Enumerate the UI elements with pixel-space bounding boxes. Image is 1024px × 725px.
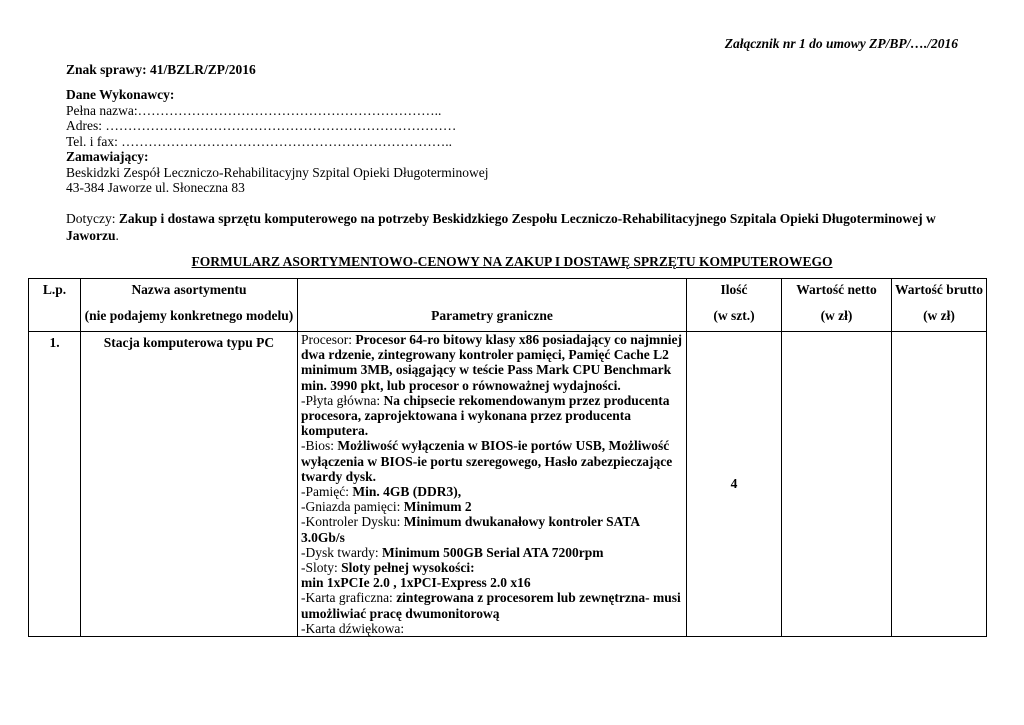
parameter-line xyxy=(301,347,682,362)
row-lp: 1. xyxy=(29,332,81,637)
annex-reference: Załącznik nr 1 do umowy ZP/BP/…./2016 xyxy=(724,36,958,51)
header-qty-label: Ilość xyxy=(720,282,748,297)
parameter-label: -Pamięć: xyxy=(301,484,353,500)
orderer-heading: Zamawiający: xyxy=(66,149,149,164)
parties-block xyxy=(66,87,966,196)
parameter-value: Możliwość wyłączenia w BIOS-ie portów USB, Możliwość xyxy=(337,438,670,454)
parameter-value: min. 3990 pkt, lub procesor o równoważnej wydajności. xyxy=(301,377,621,393)
parameter-value: Na chipsecie rekomendowanym przez producenta xyxy=(383,392,670,408)
parameter-line xyxy=(301,484,682,499)
row-net-value[interactable] xyxy=(782,332,892,637)
parameter-value: procesora, zaprojektowana i wykonana przez producenta xyxy=(301,408,631,424)
parameter-value: komputera. xyxy=(301,423,369,439)
header-name-note: (nie podajemy konkretnego modelu) xyxy=(84,308,294,323)
parameter-value: zintegrowana z procesorem lub zewnętrzna- musi xyxy=(396,590,681,606)
parameter-value: Sloty pełnej wysokości: xyxy=(341,560,475,576)
header-lp-label: L.p. xyxy=(42,282,67,297)
form-title: FORMULARZ ASORTYMENTOWO-CENOWY NA ZAKUP I DOSTAWĘ SPRZĘTU KOMPUTEROWEGO xyxy=(191,254,833,269)
parameter-line xyxy=(301,438,682,453)
parameter-value: Minimum 2 xyxy=(403,499,472,515)
parameter-line xyxy=(301,590,682,605)
parameter-line xyxy=(301,530,682,545)
case-number: Znak sprawy: 41/BZLR/ZP/2016 xyxy=(66,62,256,77)
header-qty xyxy=(687,279,782,332)
parameter-line xyxy=(301,545,682,560)
parameter-line xyxy=(301,332,682,347)
parameter-label: Procesor: xyxy=(301,332,356,347)
header-net-unit: (w zł) xyxy=(820,308,853,323)
parameter-label: -Dysk twardy: xyxy=(301,544,382,560)
parameter-line xyxy=(301,362,682,377)
header-params-label: Parametry graniczne xyxy=(431,308,553,323)
header-gross xyxy=(892,279,987,332)
parameter-line xyxy=(301,621,682,636)
parameter-label: -Karta graficzna: xyxy=(301,590,397,606)
subject-paragraph xyxy=(66,210,956,244)
parameter-value: wyłączenia w BIOS-ie portu szeregowego, Hasło zabezpieczające xyxy=(301,453,673,469)
subject-text: Zakup i dostawa sprzętu komputerowego na potrzeby Beskidzkiego Zespołu Leczniczo-Rehabilitacyjnego Szpitala Opieki Długoterminowej w Jaworzu xyxy=(66,211,936,243)
parameter-line xyxy=(301,454,682,469)
row-parameters xyxy=(298,332,687,637)
header-net-label: Wartość netto xyxy=(796,282,877,297)
contractor-heading: Dane Wykonawcy: xyxy=(66,87,175,102)
parameter-line xyxy=(301,393,682,408)
parameter-label: -Bios: xyxy=(301,438,338,454)
contractor-name-line: Pełna nazwa:………………………………………………………….. xyxy=(66,102,442,118)
header-qty-unit: (w szt.) xyxy=(713,308,755,323)
parameter-line xyxy=(301,408,682,423)
parameter-label: -Płyta główna: xyxy=(301,392,384,408)
parameter-line xyxy=(301,560,682,575)
parameter-value: Minimum dwukanałowy kontroler SATA xyxy=(403,514,641,530)
row-gross-value[interactable] xyxy=(892,332,987,637)
parameter-label: -Sloty: xyxy=(301,560,342,576)
parameter-value: Minimum 500GB Serial ATA 7200rpm xyxy=(382,544,604,560)
header-name-label: Nazwa asortymentu xyxy=(131,282,247,297)
parameter-line xyxy=(301,378,682,393)
subject-end: . xyxy=(115,228,119,243)
parameter-value: Min. 4GB (DDR3), xyxy=(352,484,462,500)
subject-label: Dotyczy: xyxy=(66,211,119,226)
parameter-value: Procesor 64-ro bitowy klasy x86 posiadający co najmniej xyxy=(355,332,682,347)
parameter-line xyxy=(301,514,682,529)
header-gross-unit: (w zł) xyxy=(923,308,955,323)
table-header-row xyxy=(29,279,987,332)
parameter-value: dwa rdzenie, zintegrowany kontroler pamięci, Pamięć Cache L2 xyxy=(301,347,669,363)
parameter-label: -Kontroler Dysku: xyxy=(301,514,404,530)
parameter-line xyxy=(301,499,682,514)
header-lp xyxy=(29,279,81,332)
row-item-name: Stacja komputerowa typu PC xyxy=(81,332,298,637)
table-row xyxy=(29,332,987,637)
assortment-price-table xyxy=(28,278,987,637)
header-params xyxy=(298,279,687,332)
parameter-value: umożliwiać pracę dwumonitorową xyxy=(301,605,500,621)
orderer-address: 43-384 Jaworze ul. Słoneczna 83 xyxy=(66,180,245,195)
row-quantity: 4 xyxy=(687,332,782,637)
contractor-phone-line: Tel. i fax: ……………………………………………………………….. xyxy=(66,133,453,149)
parameter-value: min 1xPCIe 2.0 , 1xPCI-Express 2.0 x16 xyxy=(301,575,531,591)
parameter-label: -Gniazda pamięci: xyxy=(301,499,404,515)
orderer-name: Beskidzki Zespół Leczniczo-Rehabilitacyjny Szpital Opieki Długoterminowej xyxy=(66,164,489,180)
parameter-label: -Karta dźwiękowa: xyxy=(301,620,405,636)
header-gross-label: Wartość brutto xyxy=(894,282,984,297)
parameter-line xyxy=(301,575,682,590)
contractor-address-line: Adres: …………………………………………………………………… xyxy=(66,118,457,133)
parameter-line xyxy=(301,469,682,484)
header-name xyxy=(81,279,298,332)
parameter-value: 3.0Gb/s xyxy=(301,529,345,545)
parameters-list xyxy=(301,332,682,636)
parameter-value: twardy dysk. xyxy=(301,468,377,484)
header-net xyxy=(782,279,892,332)
parameter-line xyxy=(301,423,682,438)
parameter-value: minimum 3MB, osiągający w teście Pass Mark CPU Benchmark xyxy=(301,362,672,378)
parameter-line xyxy=(301,606,682,621)
